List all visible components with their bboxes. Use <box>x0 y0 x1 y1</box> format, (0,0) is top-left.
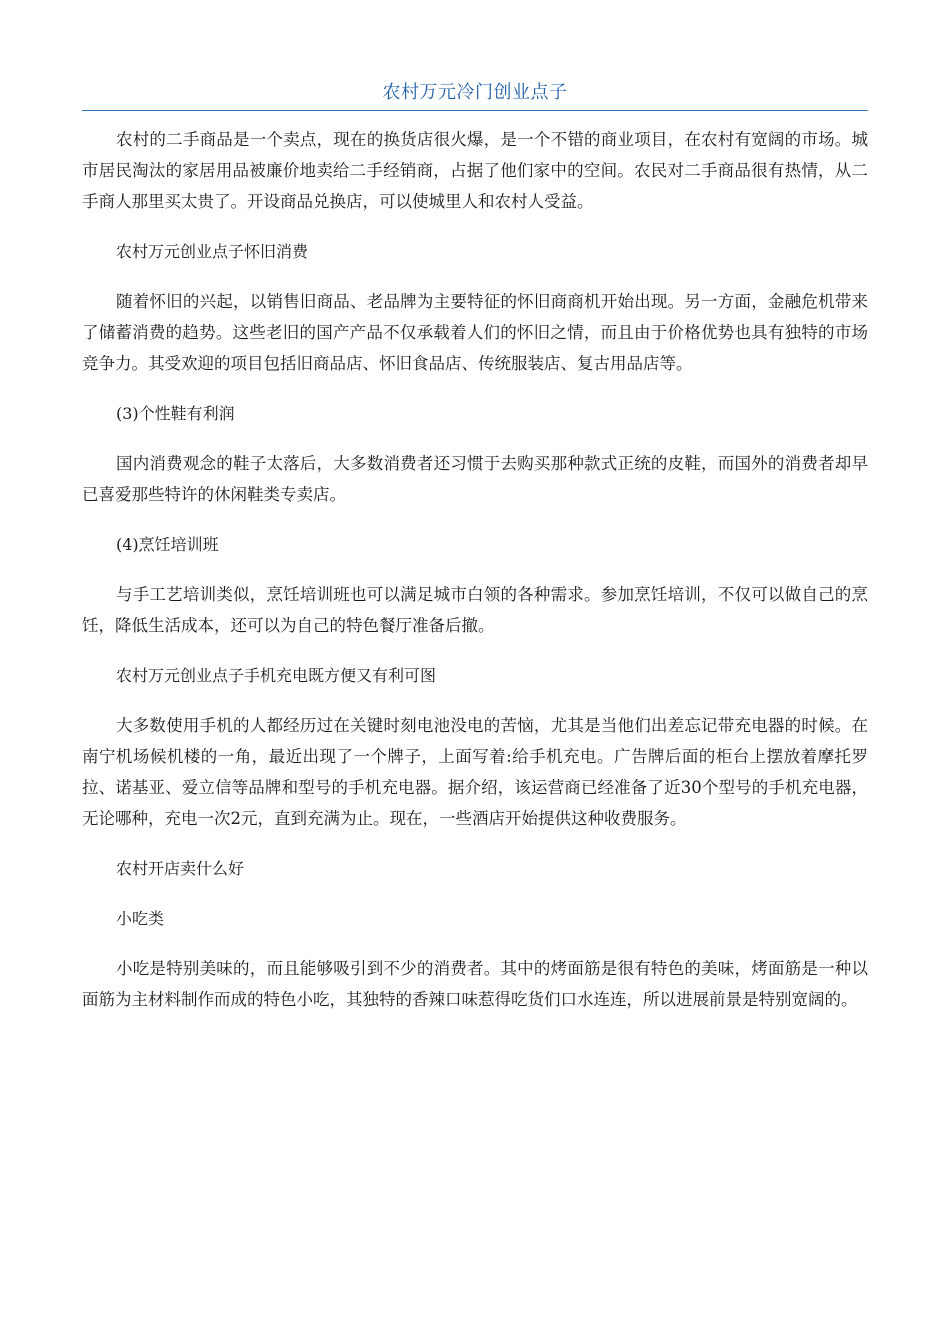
document-title: 农村万元冷门创业点子 <box>382 82 568 103</box>
paragraph-phone-charging: 大多数使用手机的人都经历过在关键时刻电池没电的苦恼，尤其是当他们出差忘记带充电器的时候。在南宁机场候机楼的一角，最近出现了一个牌子，上面写着:给手机充电。广告牌后面的柜台上摆放着摩托罗拉、诺基亚、爱立信等品牌和型号的手机充电器。据介绍，该运营商已经准备了近30个型号的手机充电器，无论哪种，充电一次2元，直到充满为止。现在，一些酒店开始提供这种收费服务。 <box>82 716 868 828</box>
paragraph-snacks: 小吃是特别美味的，而且能够吸引到不少的消费者。其中的烤面筋是很有特色的美味，烤面筋是一种以面筋为主材料制作而成的特色小吃，其独特的香辣口味惹得吃货们口水连连，所以进展前景是特别宽阔的。 <box>82 959 868 1009</box>
paragraph-second-hand-goods: 农村的二手商品是一个卖点，现在的换货店很火爆，是一个不错的商业项目，在农村有宽阔的市场。城市居民淘汰的家居用品被廉价地卖给二手经销商，占据了他们家中的空间。农民对二手商品很有热情，从二手商人那里买太贵了。开设商品兑换店，可以使城里人和农村人受益。 <box>82 130 868 211</box>
heading-cooking-class: (4)烹饪培训班 <box>116 535 219 554</box>
heading-personalized-shoes: (3)个性鞋有利润 <box>116 404 235 423</box>
document-header <box>82 78 868 111</box>
heading-snacks: 小吃类 <box>116 909 165 928</box>
paragraph-shoes: 国内消费观念的鞋子太落后，大多数消费者还习惯于去购买那种款式正统的皮鞋，而国外的消费者却早已喜爱那些特许的休闲鞋类专卖店。 <box>82 454 868 504</box>
heading-rural-shop: 农村开店卖什么好 <box>116 859 245 878</box>
heading-nostalgia-consumption: 农村万元创业点子怀旧消费 <box>116 242 309 261</box>
document-body <box>82 124 868 1034</box>
heading-phone-charging: 农村万元创业点子手机充电既方便又有利可图 <box>116 666 437 685</box>
paragraph-nostalgia: 随着怀旧的兴起，以销售旧商品、老品牌为主要特征的怀旧商商机开始出现。另一方面，金融危机带来了储蓄消费的趋势。这些老旧的国产产品不仅承载着人们的怀旧之情，而且由于价格优势也具有独特的市场竞争力。其受欢迎的项目包括旧商品店、怀旧食品店、传统服装店、复古用品店等。 <box>82 292 868 373</box>
paragraph-cooking: 与手工艺培训类似，烹饪培训班也可以满足城市白领的各种需求。参加烹饪培训，不仅可以做自己的烹饪，降低生活成本，还可以为自己的特色餐厅准备后撤。 <box>82 585 868 635</box>
